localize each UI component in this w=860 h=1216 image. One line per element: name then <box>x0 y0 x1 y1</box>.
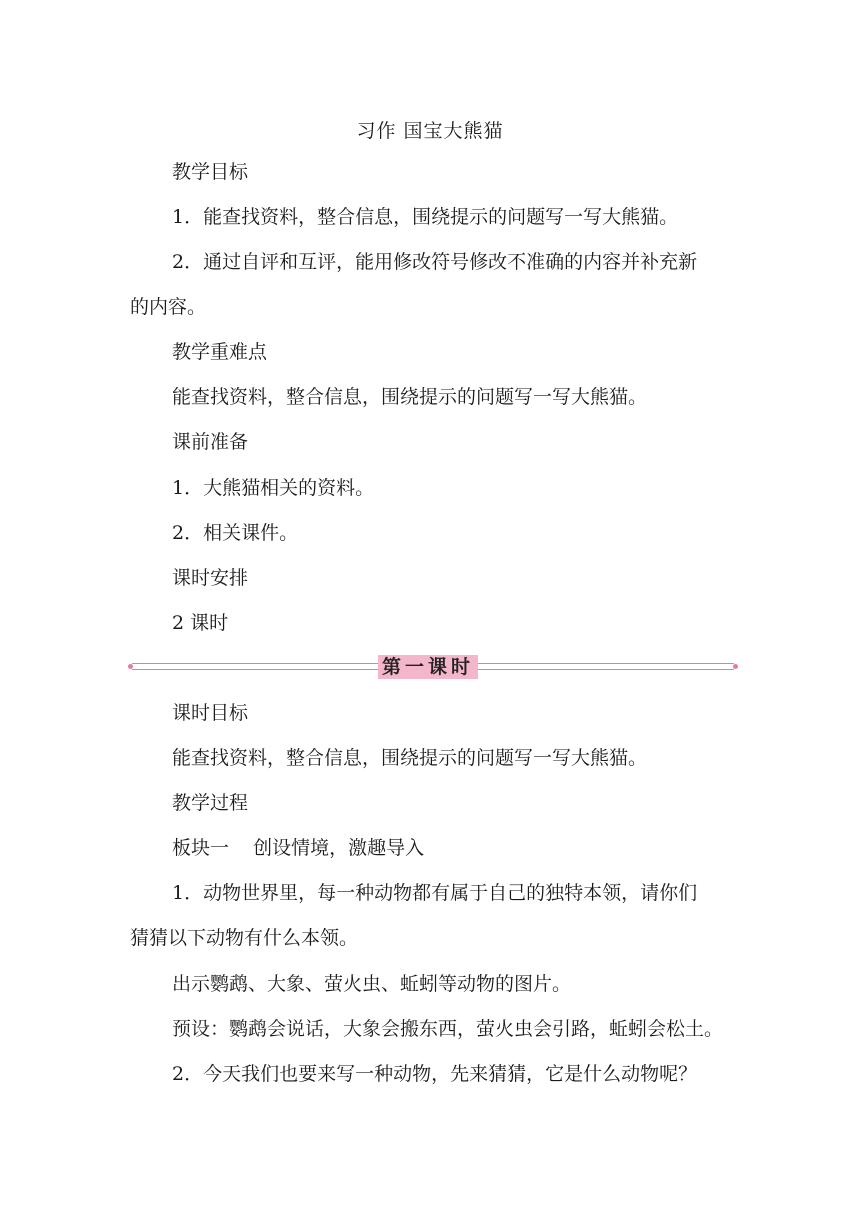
section-divider <box>128 655 738 679</box>
process-item-1: 1．动物世界里，每一种动物都有属于自己的独特本领，请你们 <box>172 882 698 904</box>
preset-answer-text: 预设：鹦鹉会说话，大象会搬东西，萤火虫会引路，蚯蚓会松土。 <box>172 1018 724 1040</box>
process-item-1-continued: 猜猜以下动物有什么本领。 <box>130 927 359 949</box>
preparation-item-2: 2．相关课件。 <box>172 522 299 544</box>
heading-lesson-goals: 课时目标 <box>172 702 249 724</box>
show-pictures-text: 出示鹦鹉、大象、萤火虫、蚯蚓等动物的图片。 <box>172 973 572 995</box>
section-badge: 第一课时 <box>378 655 478 679</box>
schedule-text: 2 课时 <box>172 612 229 634</box>
process-item-2: 2．今天我们也要来写一种动物，先来猜猜，它是什么动物呢？ <box>172 1063 698 1085</box>
heading-schedule: 课时安排 <box>172 567 249 589</box>
key-difficulty-text: 能查找资料，整合信息，围绕提示的问题写一写大熊猫。 <box>172 386 648 408</box>
goal-item-2: 2．通过自评和互评，能用修改符号修改不准确的内容并补充新 <box>172 251 698 273</box>
lesson-goal-text: 能查找资料，整合信息，围绕提示的问题写一写大熊猫。 <box>172 747 648 769</box>
heading-key-difficulties: 教学重难点 <box>172 341 268 363</box>
heading-teaching-goals: 教学目标 <box>172 161 249 183</box>
heading-teaching-process: 教学过程 <box>172 792 249 814</box>
divider-right-dot <box>733 664 738 669</box>
goal-item-1: 1．能查找资料，整合信息，围绕提示的问题写一写大熊猫。 <box>172 206 679 228</box>
goal-item-2-continued: 的内容。 <box>130 296 207 318</box>
page-title: 习作 国宝大熊猫 <box>356 120 504 142</box>
block-one-heading: 板块一 创设情境，激趣导入 <box>172 837 425 859</box>
heading-preparation: 课前准备 <box>172 431 249 453</box>
preparation-item-1: 1．大熊猫相关的资料。 <box>172 477 375 499</box>
